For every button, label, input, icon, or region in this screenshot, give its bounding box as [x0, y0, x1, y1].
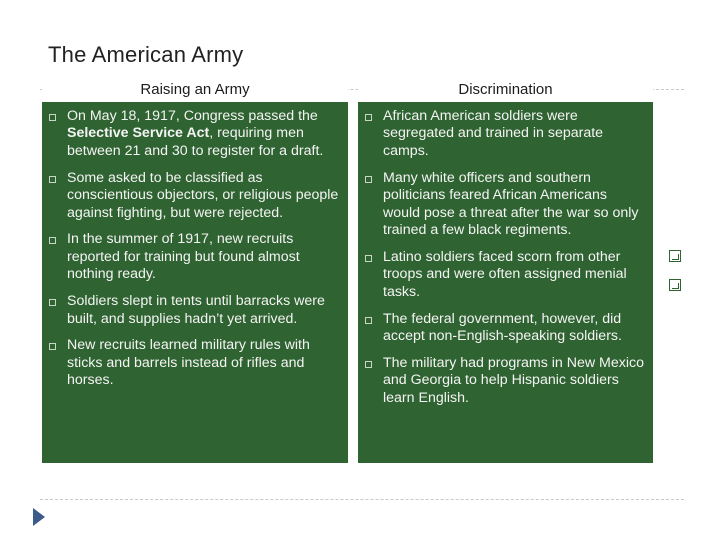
left-panel	[42, 102, 348, 463]
left-column-header: Raising an Army	[42, 78, 348, 102]
list-item: Many white officers and southern politicians feared African Americans would pose a threat after the war so only trained a few black regiments.	[358, 170, 653, 240]
square-bullet-icon	[49, 114, 56, 121]
list-item: African American soldiers were segregated and trained in separate camps.	[358, 108, 653, 160]
list-item: On May 18, 1917, Congress passed the Selective Service Act, requiring men between 21 and 30 to register for a draft.	[42, 108, 348, 160]
square-bullet-icon	[365, 176, 372, 183]
square-bullet-icon	[49, 343, 56, 350]
square-bullet-icon	[49, 237, 56, 244]
square-bullet-icon	[49, 176, 56, 183]
play-arrow-icon[interactable]	[33, 508, 45, 526]
list-item: Some asked to be classified as conscientious objectors, or religious people against fighting, but were rejected.	[42, 170, 348, 222]
return-arrow-icon[interactable]	[669, 279, 681, 291]
list-item: Soldiers slept in tents until barracks were built, and supplies hadn’t yet arrived.	[42, 293, 348, 328]
return-arrow-icon[interactable]	[669, 250, 681, 262]
right-column-header: Discrimination	[358, 78, 653, 102]
square-bullet-icon	[365, 317, 372, 324]
list-item: New recruits learned military rules with sticks and barrels instead of rifles and horses.	[42, 337, 348, 389]
square-bullet-icon	[365, 114, 372, 121]
square-bullet-icon	[365, 361, 372, 368]
left-bullet-list	[42, 108, 348, 399]
slide-title: The American Army	[48, 42, 244, 67]
square-bullet-icon	[365, 255, 372, 262]
list-item: In the summer of 1917, new recruits reported for training but found almost nothing ready.	[42, 231, 348, 283]
list-item: The military had programs in New Mexico and Georgia to help Hispanic soldiers learn English.	[358, 355, 653, 407]
bottom-divider	[40, 499, 684, 500]
right-bullet-list	[358, 108, 653, 417]
list-item: The federal government, however, did accept non-English-speaking soldiers.	[358, 311, 653, 346]
square-bullet-icon	[49, 299, 56, 306]
list-item: Latino soldiers faced scorn from other troops and were often assigned menial tasks.	[358, 249, 653, 301]
right-panel	[358, 102, 653, 463]
